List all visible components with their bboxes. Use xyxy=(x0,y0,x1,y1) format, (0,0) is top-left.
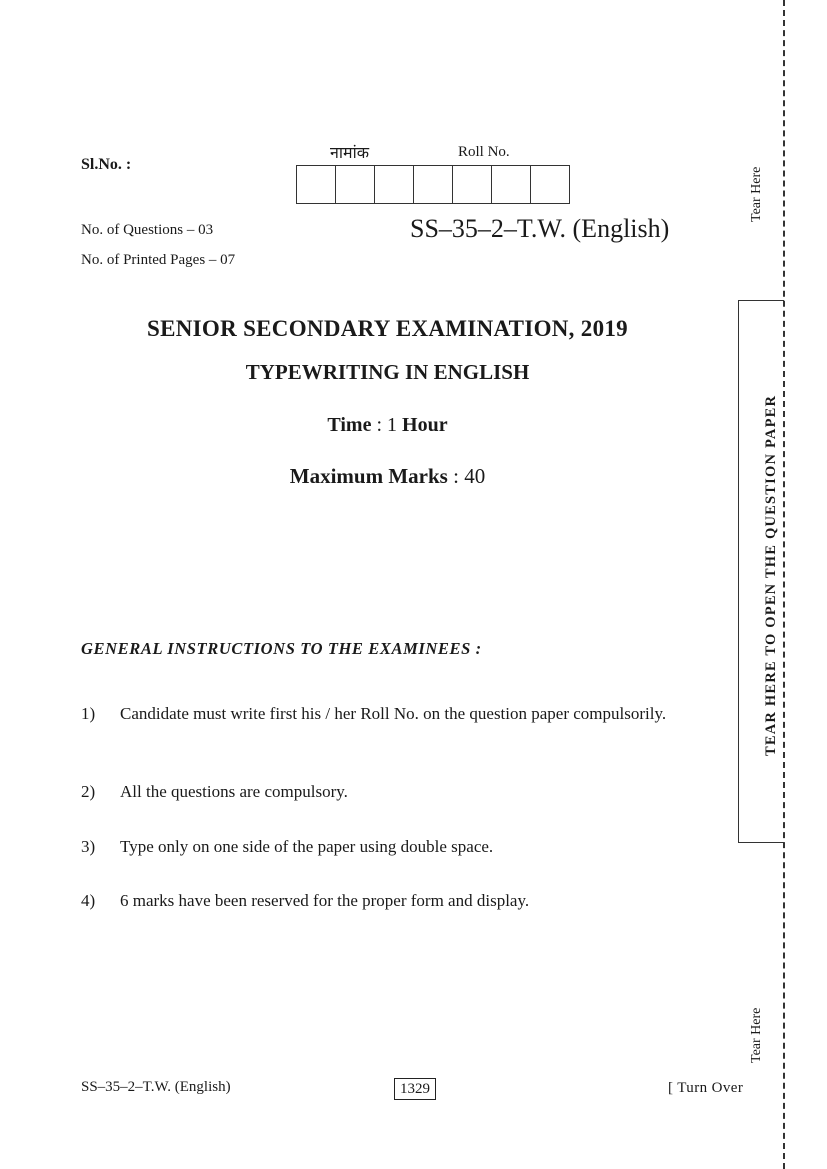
serial-number-label: Sl.No. : xyxy=(81,156,132,173)
subject-title: TYPEWRITING IN ENGLISH xyxy=(245,360,530,384)
instruction-text: Type only on one side of the paper using double space. xyxy=(120,837,494,856)
number-of-questions: No. of Questions – 03 xyxy=(81,222,214,238)
roll-digit-box[interactable] xyxy=(297,166,336,203)
roll-digit-box[interactable] xyxy=(453,166,492,203)
instruction-item xyxy=(81,835,695,858)
instruction-text: 6 marks have been reserved for the proper form and display. xyxy=(120,891,530,910)
tear-here-bottom-label: Tear Here xyxy=(749,1007,764,1063)
roll-number-boxes xyxy=(296,165,570,204)
maximum-marks xyxy=(0,464,775,489)
roll-label-hindi: नामांक xyxy=(330,143,370,162)
footer-page-number: 1329 xyxy=(394,1078,436,1100)
marks-label: Maximum Marks xyxy=(289,464,448,488)
time-unit: Hour xyxy=(397,414,448,436)
tear-here-top-label: Tear Here xyxy=(749,166,764,222)
roll-digit-box[interactable] xyxy=(336,166,375,203)
roll-digit-box[interactable] xyxy=(414,166,453,203)
roll-digit-box[interactable] xyxy=(375,166,414,203)
exam-title: SENIOR SECONDARY EXAMINATION, 2019 xyxy=(147,316,628,341)
instruction-number: 4) xyxy=(81,891,96,910)
roll-digit-box[interactable] xyxy=(531,166,569,203)
turn-over-label: [ Turn Over xyxy=(668,1080,744,1096)
instructions-heading: GENERAL INSTRUCTIONS TO THE EXAMINEES : xyxy=(81,639,482,658)
instruction-item xyxy=(81,889,695,912)
roll-digit-box[interactable] xyxy=(492,166,531,203)
instruction-text: Candidate must write first his / her Roll No. on the question paper compulsorily. xyxy=(120,704,667,723)
number-of-pages: No. of Printed Pages – 07 xyxy=(81,252,236,268)
paper-code: SS–35–2–T.W. (English) xyxy=(410,214,670,243)
tear-open-instruction: TEAR HERE TO OPEN THE QUESTION PAPER xyxy=(763,394,779,756)
instruction-number: 3) xyxy=(81,837,96,856)
instruction-number: 1) xyxy=(81,704,96,723)
time-colon: : xyxy=(371,414,388,436)
time-number: 1 xyxy=(387,414,398,436)
roll-number-label: Roll No. xyxy=(458,144,510,160)
footer-paper-code: SS–35–2–T.W. (English) xyxy=(81,1079,231,1095)
time-allowed xyxy=(0,414,775,437)
marks-value: : 40 xyxy=(447,464,486,488)
instruction-item xyxy=(81,780,695,803)
instruction-item xyxy=(81,702,695,725)
instruction-number: 2) xyxy=(81,782,96,801)
time-label: Time xyxy=(327,414,372,436)
instruction-text: All the questions are compulsory. xyxy=(120,782,348,801)
